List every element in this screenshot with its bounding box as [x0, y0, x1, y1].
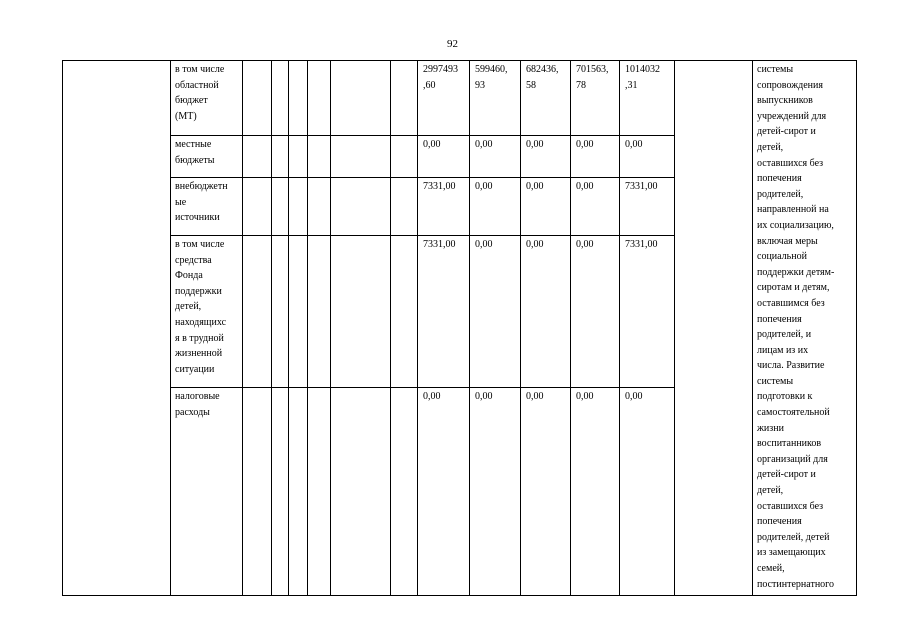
value-cell: 599460, 93	[470, 61, 521, 136]
empty-cell	[243, 136, 272, 178]
row-label: в том числе областной бюджет (МТ)	[171, 61, 243, 136]
value-cell: 7331,00	[418, 236, 470, 388]
empty-cell	[289, 236, 308, 388]
value-cell: 0,00	[470, 136, 521, 178]
value-cell: 0,00	[521, 178, 571, 236]
value-cell: 2997493 ,60	[418, 61, 470, 136]
value-cell: 0,00	[470, 178, 521, 236]
value-cell: 7331,00	[620, 236, 675, 388]
empty-cell	[243, 178, 272, 236]
value-cell: 0,00	[571, 178, 620, 236]
value-cell: 0,00	[521, 388, 571, 596]
value-cell: 0,00	[571, 388, 620, 596]
empty-cell	[289, 136, 308, 178]
blank-left-cell	[63, 61, 171, 596]
empty-cell	[308, 236, 331, 388]
value-cell: 7331,00	[620, 178, 675, 236]
empty-cell	[391, 236, 418, 388]
value-cell: 0,00	[571, 236, 620, 388]
value-cell: 701563, 78	[571, 61, 620, 136]
empty-cell	[272, 388, 289, 596]
row-label: местные бюджеты	[171, 136, 243, 178]
empty-cell	[308, 178, 331, 236]
empty-cell	[331, 388, 391, 596]
empty-cell	[289, 61, 308, 136]
page-number: 92	[447, 38, 458, 50]
value-cell: 0,00	[620, 388, 675, 596]
empty-cell	[272, 178, 289, 236]
empty-cell	[391, 136, 418, 178]
empty-cell	[391, 178, 418, 236]
empty-cell	[243, 388, 272, 596]
row-label: налоговые расходы	[171, 388, 243, 596]
value-cell: 0,00	[521, 236, 571, 388]
value-cell: 0,00	[418, 136, 470, 178]
empty-cell	[243, 61, 272, 136]
table-row	[63, 61, 857, 136]
value-cell: 0,00	[418, 388, 470, 596]
value-cell: 0,00	[521, 136, 571, 178]
value-cell: 0,00	[620, 136, 675, 178]
empty-cell	[308, 136, 331, 178]
value-cell: 0,00	[571, 136, 620, 178]
row-label: внебюджетн ые источники	[171, 178, 243, 236]
budget-table	[62, 60, 857, 596]
empty-cell	[308, 388, 331, 596]
value-cell: 0,00	[470, 388, 521, 596]
empty-cell	[331, 178, 391, 236]
row-label: в том числе средства Фонда поддержки детей, находящихс я в трудной жизненной ситуации	[171, 236, 243, 388]
empty-cell	[391, 61, 418, 136]
empty-cell	[391, 388, 418, 596]
value-cell: 7331,00	[418, 178, 470, 236]
empty-cell	[308, 61, 331, 136]
empty-cell	[272, 236, 289, 388]
value-cell: 0,00	[470, 236, 521, 388]
empty-cell	[272, 61, 289, 136]
empty-cell	[331, 236, 391, 388]
blank-indicator-cell	[675, 61, 753, 596]
empty-cell	[331, 61, 391, 136]
empty-cell	[289, 178, 308, 236]
value-cell: 682436, 58	[521, 61, 571, 136]
empty-cell	[289, 388, 308, 596]
value-cell: 1014032 ,31	[620, 61, 675, 136]
empty-cell	[272, 136, 289, 178]
empty-cell	[331, 136, 391, 178]
description-cell: системы сопровождения выпускников учреждений для детей-сирот и детей, оставшихся без попечения родителей, направленной на их социализацию, включая меры социальной поддержки детям- сиротам и детям, оставшимся без попечения родителей, и лицам из их числа. Развитие системы подготовки к самостоятельной жизни воспитанников организаций для детей-сирот и детей, оставшихся без попечения родителей, детей из замещающих семей, постинтернатного	[753, 61, 857, 596]
empty-cell	[243, 236, 272, 388]
